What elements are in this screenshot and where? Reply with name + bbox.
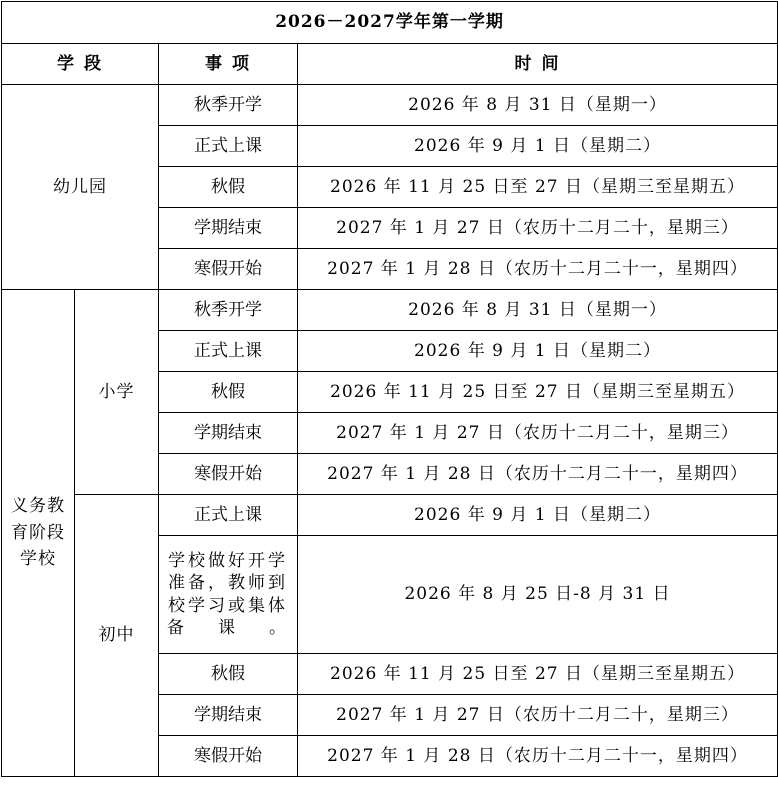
time-cell: 2027 年 1 月 28 日（农历十二月二十一，星期四） xyxy=(298,454,778,495)
item-cell: 寒假开始 xyxy=(159,736,298,777)
stage-primary: 小学 xyxy=(75,290,159,495)
time-cell: 2026 年 8 月 25 日-8 月 31 日 xyxy=(298,536,778,654)
time-cell: 2027 年 1 月 27 日（农历十二月二十，星期三） xyxy=(298,208,778,249)
time-cell: 2027 年 1 月 27 日（农历十二月二十，星期三） xyxy=(298,695,778,736)
time-cell: 2026 年 11 月 25 日至 27 日（星期三至星期五） xyxy=(298,654,778,695)
time-cell: 2026 年 8 月 31 日（星期一） xyxy=(298,290,778,331)
time-cell: 2026 年 9 月 1 日（星期二） xyxy=(298,495,778,536)
header-time: 时 间 xyxy=(298,44,778,85)
table-title: 2026－2027学年第一学期 xyxy=(2,2,778,44)
item-cell: 正式上课 xyxy=(159,331,298,372)
item-cell: 学期结束 xyxy=(159,413,298,454)
time-cell: 2027 年 1 月 27 日（农历十二月二十，星期三） xyxy=(298,413,778,454)
time-cell: 2026 年 9 月 1 日（星期二） xyxy=(298,126,778,167)
table-row xyxy=(2,495,778,536)
item-cell: 寒假开始 xyxy=(159,454,298,495)
item-cell: 正式上课 xyxy=(159,126,298,167)
time-cell: 2026 年 9 月 1 日（星期二） xyxy=(298,331,778,372)
stage-junior: 初中 xyxy=(75,495,159,777)
header-stage: 学 段 xyxy=(2,44,159,85)
item-cell: 学期结束 xyxy=(159,695,298,736)
item-cell: 秋假 xyxy=(159,654,298,695)
item-cell-preparation: 学校做好开学准备，教师到校学习或集体备课。 xyxy=(159,536,298,654)
time-cell: 2026 年 11 月 25 日至 27 日（星期三至星期五） xyxy=(298,167,778,208)
time-cell: 2026 年 11 月 25 日至 27 日（星期三至星期五） xyxy=(298,372,778,413)
time-cell: 2027 年 1 月 28 日（农历十二月二十一，星期四） xyxy=(298,736,778,777)
time-cell: 2026 年 8 月 31 日（星期一） xyxy=(298,85,778,126)
item-cell: 秋假 xyxy=(159,167,298,208)
item-cell: 秋季开学 xyxy=(159,290,298,331)
item-cell: 秋季开学 xyxy=(159,85,298,126)
item-cell: 寒假开始 xyxy=(159,249,298,290)
item-cell: 秋假 xyxy=(159,372,298,413)
item-cell: 学期结束 xyxy=(159,208,298,249)
school-calendar-table xyxy=(1,1,778,777)
header-item: 事 项 xyxy=(159,44,298,85)
table-row xyxy=(2,290,778,331)
table-row xyxy=(2,85,778,126)
time-cell: 2027 年 1 月 28 日（农历十二月二十一，星期四） xyxy=(298,249,778,290)
item-cell: 正式上课 xyxy=(159,495,298,536)
stage-compulsory: 义务教育阶段学校 xyxy=(2,290,75,777)
stage-kindergarten: 幼儿园 xyxy=(2,85,159,290)
